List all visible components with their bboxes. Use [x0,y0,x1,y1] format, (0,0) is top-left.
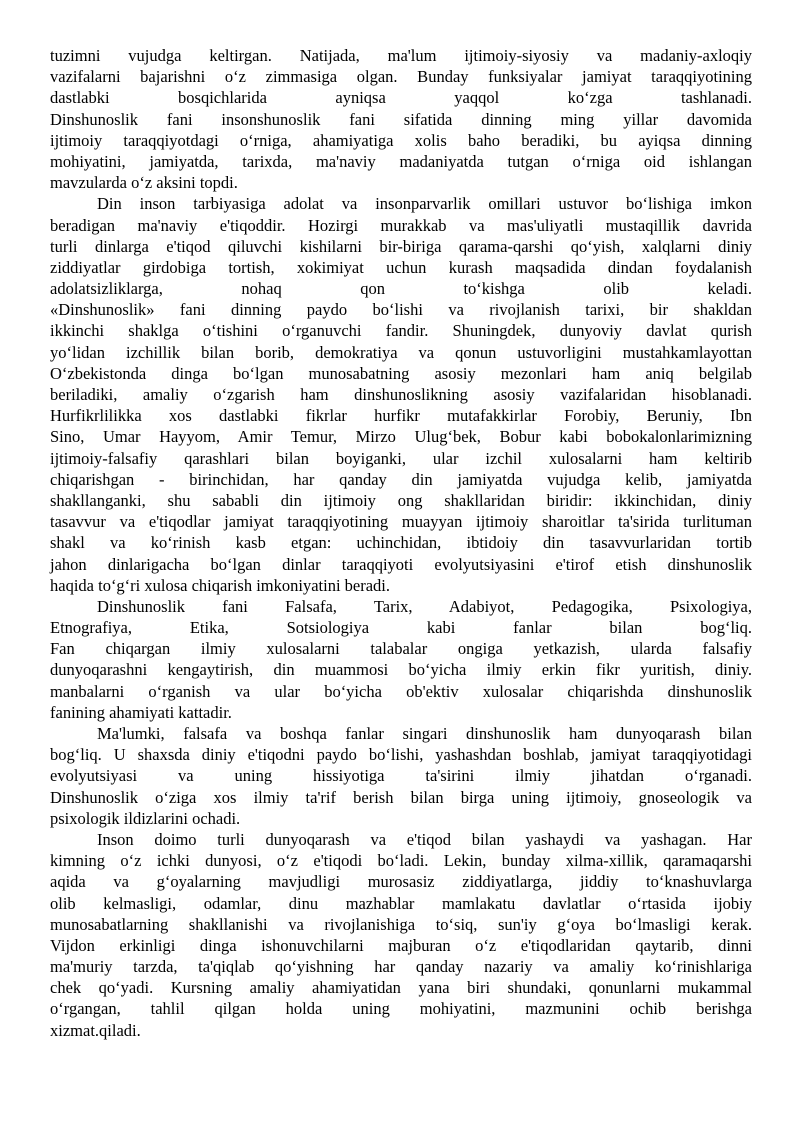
text-line: xizmat.qiladi. [50,1020,141,1040]
text-line: psixologik ildizlarini ochadi. [50,808,241,828]
text-line: O‘zbekistonda dinga bo‘lgan munosabatning asosiy mezonlari ham aniq belgilab [50,363,752,383]
text-line: adolatsizliklarga, nohaq qon to‘kishga olib keladi. [50,279,752,299]
text-line: shakl va ko‘rinish kasb etgan: uchinchidan, ibtidoiy din tasavvurlaridan tortib [50,533,752,553]
paragraph [50,193,752,299]
text-line: tuzimni vujudga keltirgan. Natijada, ma'lum ijtimoiy-siyosiy va madaniy-axloqiy [50,46,752,65]
text-line: Etnografiya, Etika, Sotsiologiya kabi fanlar bilan bog‘liq. [50,618,752,638]
text-line: beradigan ma'naviy e'tiqoddir. Hozirgi murakkab va mas'uliyatli mustaqillik davrida [50,215,752,235]
paragraph [50,744,752,829]
paragraph [50,109,752,194]
text-line: «Dinshunoslik» fani dinning paydo bo‘lishi va rivojlanish tarixi, bir shakldan [50,300,752,320]
text-line: fanining ahamiyati kattadir. [50,702,232,722]
text-line: Hurfikrlilikka xos dastlabki fikrlar hurfikr mutafakkirlar Forobiy, Beruniy, Ibn [50,406,752,426]
text-line: turli dinlarga e'tiqod qiluvchi kishilarni bir-biriga qarama-qarshi qo‘yish, xalqlarni diniy [50,236,752,256]
text-line: munosabatlarning shakllanishi va rivojlanishiga to‘siq, sun'iy g‘oya bo‘lmasligi kerak. [50,914,752,934]
document-body [50,45,752,1041]
text-line: dastlabki bosqichlarida ayniqsa yaqqol ko‘zga tashlanadi. [50,88,752,108]
text-line: Inson doimo turli dunyoqarash va e'tiqod bilan yashaydi va yashagan. Har [97,829,752,849]
text-line: shakllanganki, shu sababli din ijtimoiy ong shakllaridan biridir: ikkinchidan, diniy [50,490,752,510]
text-line: Dinshunoslik fani Falsafa, Tarix, Adabiyot, Pedagogika, Psixologiya, [97,596,752,616]
text-line: vazifalarni bajarishni o‘z zimmasiga olgan. Bunday funksiyalar jamiyat taraqqiyotining [50,67,752,87]
text-line: ziddiyatlar girdobiga tortish, xokimiyat uchun kurash maqsadida dindan foydalanish [50,257,752,277]
paragraph [50,850,752,1041]
text-line: olib kelmasligi, odamlar, dinu mazhablar mamlakatu davlatlar o‘rtasida ijobiy [50,893,752,913]
paragraph [50,723,752,744]
text-line: Fan chiqargan ilmiy xulosalarni talabalar ongiga yetkazish, ularda falsafiy [50,639,752,659]
paragraph [50,596,752,617]
text-line: manbalarni o‘rganish va ular bo‘yicha ob'ektiv xulosalar chiqarishda dinshunoslik [50,681,752,701]
text-line: Din inson tarbiyasiga adolat va insonparvarlik omillari ustuvor bo‘lishiga imkon [97,194,752,214]
text-line: chiqarishgan - birinchidan, har qanday din jamiyatda vujudga kelib, jamiyatda [50,469,752,489]
paragraph [50,299,752,596]
text-line: ijtimoiy-falsafiy qarashlari bilan boyiganki, ular izchil xulosalarni ham keltirib [50,448,752,468]
text-line: jahon dinlarigacha bo‘lgan dinlar taraqqiyoti evolyutsiyasini e'tirof etish dinshunoslik [50,554,752,574]
text-line: ikkinchi shaklga o‘tishini o‘rganuvchi fandir. Shuningdek, dunyoviy davlat qurish [50,321,752,341]
text-line: Ma'lumki, falsafa va boshqa fanlar singari dinshunoslik ham dunyoqarash bilan [97,724,752,743]
text-line: Dinshunoslik o‘ziga xos ilmiy ta'rif berish bilan birga uning ijtimoiy, gnoseologik va [50,787,752,807]
text-line: beriladiki, amaliy o‘zgarish ham dinshunoslikning asosiy vazifalaridan hisoblanadi. [50,385,752,404]
text-line: Dinshunoslik fani insonshunoslik fani sifatida dinning ming yillar davomida [50,109,752,129]
text-line: o‘rgangan, tahlil qilgan holda uning mohiyatini, mazmunini ochib berishga [50,999,752,1019]
text-line: chek qo‘yadi. Kursning amaliy ahamiyatidan yana biri shundaki, qonunlarni mukammal [50,978,752,998]
text-line: yo‘lidan izchillik bilan borib, demokratiya va qonun ustuvorligini mustahkamlayottan [50,342,752,362]
text-line: kimning o‘z ichki dunyosi, o‘z e'tiqodi bo‘ladi. Lekin, bunday xilma-xillik, qaramaqarshi [50,851,752,871]
text-line: evolyutsiyasi va uning hissiyotiga ta'sirini ilmiy jihatdan o‘rganadi. [50,766,752,786]
text-line: ma'muriy tarzda, ta'qiqlab qo‘yishning har qanday nazariy va amaliy ko‘rinishlariga [50,957,752,977]
paragraph [50,829,752,850]
text-line: bog‘liq. U shaxsda diniy e'tiqodni paydo bo‘lishi, yashashdan boshlab, jamiyat taraqqiyotidagi [50,745,752,765]
text-line: tasavvur va e'tiqodlar jamiyat taraqqiyotining muayyan ijtimoiy sharoitlar ta'sirida turlituman [50,512,752,532]
paragraph [50,45,752,109]
text-line: mavzularda o‘z aksini topdi. [50,173,238,193]
text-line: mohiyatini, jamiyatda, tarixda, ma'naviy madaniyatda tutgan o‘rniga oid ishlangan [50,151,752,171]
text-line: haqida to‘g‘ri xulosa chiqarish imkoniyatini beradi. [50,575,390,595]
paragraph [50,617,752,723]
text-line: aqida va g‘oyalarning mavjudligi murosasiz ziddiyatlarga, jiddiy to‘knashuvlarga [50,872,752,892]
text-line: ijtimoiy taraqqiyotdagi o‘rniga, ahamiyatiga xolis baho beradiki, bu ayiqsa dinning [50,130,752,150]
text-line: Vijdon erkinligi dinga ishonuvchilarni majburan o‘z e'tiqodlaridan qaytarib, dinni [50,935,752,955]
text-line: dunyoqarashni kengaytirish, din muammosi bo‘yicha ilmiy erkin fikr yuritish, diniy. [50,660,752,680]
text-line: Sino, Umar Hayyom, Amir Temur, Mirzo Ulug‘bek, Bobur kabi bobokalonlarimizning [50,427,752,447]
